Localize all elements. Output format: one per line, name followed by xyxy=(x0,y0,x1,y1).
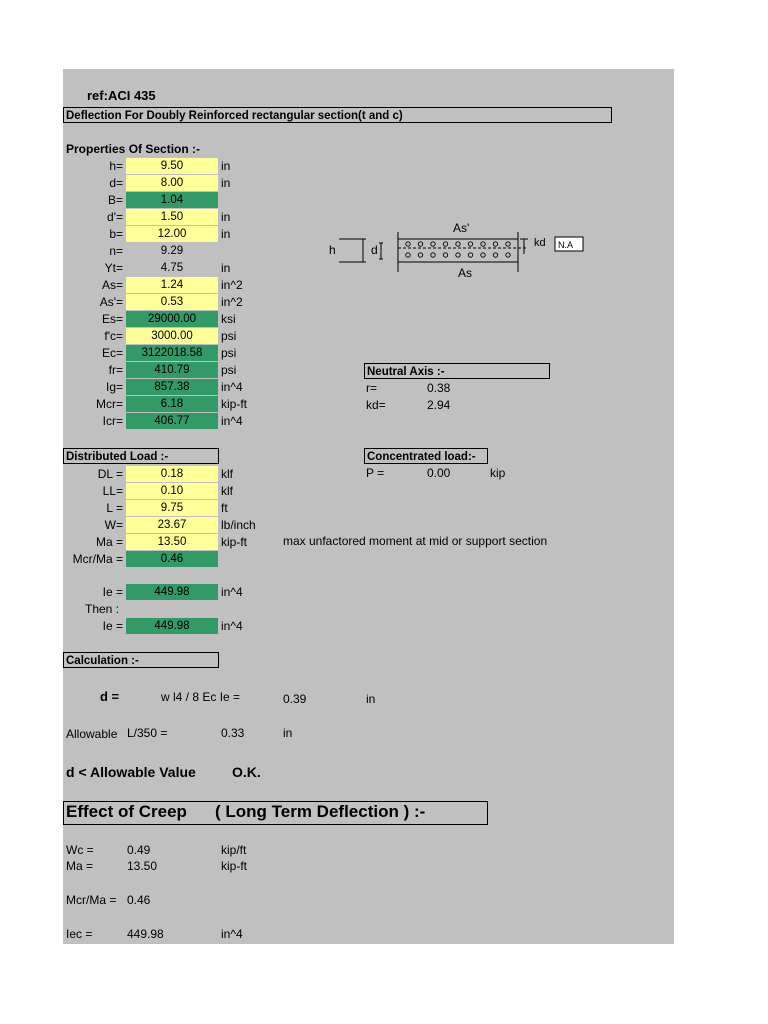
calculation-header: Calculation :- xyxy=(63,652,219,668)
neutral-axis-r-label: r= xyxy=(366,381,378,395)
property-value: 8.00 xyxy=(126,175,218,191)
rebar-circle xyxy=(418,253,422,257)
top-rebar-row xyxy=(406,242,510,246)
ie-final-label: Ie = xyxy=(102,619,123,633)
property-value: 3122018.58 xyxy=(126,345,218,361)
property-label: Ig= xyxy=(105,380,123,394)
creep-label: Wc = xyxy=(66,843,94,857)
ie-final-value: 449.98 xyxy=(126,618,218,634)
load-label: Mcr/Ma = xyxy=(72,552,123,566)
creep-unit: kip/ft xyxy=(221,843,247,857)
creep-value: 13.50 xyxy=(127,859,158,873)
creep-label: Mcr/Ma = xyxy=(66,893,117,907)
property-label: Es= xyxy=(101,312,123,326)
rebar-circle xyxy=(418,242,422,246)
property-unit: kip-ft xyxy=(221,397,248,411)
distributed-load-header: Distributed Load :- xyxy=(63,448,219,464)
ma-note: max unfactored moment at mid or support section xyxy=(283,534,548,548)
property-value: 9.50 xyxy=(126,158,218,174)
rebar-circle xyxy=(506,242,510,246)
check-result: O.K. xyxy=(232,764,261,780)
neutral-axis-header: Neutral Axis :- xyxy=(364,363,550,379)
bottom-rebar-row xyxy=(406,253,510,257)
property-unit: in xyxy=(221,227,231,241)
property-value: 410.79 xyxy=(126,362,218,378)
load-value: 0.46 xyxy=(126,551,218,567)
creep-header-b: ( Long Term Deflection ) :- xyxy=(215,802,426,821)
sheet-title: Deflection For Doubly Reinforced rectangular section(t and c) xyxy=(63,107,612,123)
property-value: 0.53 xyxy=(126,294,218,310)
property-value: 1.50 xyxy=(126,209,218,225)
load-unit: lb/inch xyxy=(221,518,256,532)
diagram-na-label: N.A xyxy=(558,240,574,250)
property-label: d'= xyxy=(107,210,123,224)
creep-value: 0.49 xyxy=(127,843,151,857)
creep-value: 0.46 xyxy=(127,893,151,907)
load-unit: klf xyxy=(221,467,233,481)
property-value: 406.77 xyxy=(126,413,218,429)
ie-unit: in^4 xyxy=(221,585,243,599)
rebar-circle xyxy=(443,242,447,246)
property-unit: in xyxy=(221,176,231,190)
property-label: n= xyxy=(109,244,123,258)
concentrated-p-value: 0.00 xyxy=(427,466,451,480)
creep-label: Iec = xyxy=(66,927,93,941)
property-unit: psi xyxy=(221,363,237,377)
allowable-value: 0.33 xyxy=(221,726,245,740)
allowable-unit: in xyxy=(283,726,293,740)
diagram-as-bottom-label: As xyxy=(458,266,473,280)
property-value: 1.04 xyxy=(126,192,218,208)
property-value: 9.29 xyxy=(160,245,184,257)
rebar-circle xyxy=(493,253,497,257)
rebar-circle xyxy=(431,242,435,246)
load-value: 9.75 xyxy=(126,500,218,516)
allowable-label: Allowable xyxy=(66,727,118,741)
ie-label: Ie = xyxy=(102,585,123,599)
property-unit: psi xyxy=(221,346,237,360)
property-value: 6.18 xyxy=(126,396,218,412)
load-unit: kip-ft xyxy=(221,535,248,549)
property-label: d= xyxy=(109,176,123,190)
property-value: 3000.00 xyxy=(126,328,218,344)
property-unit: in xyxy=(221,159,231,173)
property-label: Yt= xyxy=(104,261,123,275)
deflection-value: 0.39 xyxy=(283,692,307,706)
properties-header: Properties Of Section :- xyxy=(66,142,201,156)
load-value: 0.18 xyxy=(126,466,218,482)
rebar-circle xyxy=(431,253,435,257)
diagram-kd-label: kd xyxy=(534,237,546,249)
property-value: 29000.00 xyxy=(126,311,218,327)
check-text: d < Allowable Value xyxy=(66,764,196,780)
rebar-circle xyxy=(456,253,460,257)
property-label: Mcr= xyxy=(96,397,123,411)
rebar-circle xyxy=(443,253,447,257)
rebar-circle xyxy=(406,242,410,246)
load-unit: klf xyxy=(221,484,233,498)
creep-unit: in^4 xyxy=(221,927,243,941)
creep-label: Ma = xyxy=(66,859,94,873)
concentrated-load-header: Concentrated load:- xyxy=(364,448,488,464)
creep-value: 449.98 xyxy=(127,927,164,941)
section-diagram xyxy=(323,219,613,289)
property-label: Ec= xyxy=(101,346,123,360)
concentrated-p-unit: kip xyxy=(490,466,506,480)
diagram-d-label: d xyxy=(371,243,378,257)
load-label: L = xyxy=(106,501,123,515)
spreadsheet-sheet xyxy=(63,69,674,944)
property-unit: in^2 xyxy=(221,295,243,309)
rebar-circle xyxy=(468,242,472,246)
rebar-circle xyxy=(406,253,410,257)
then-label: Then : xyxy=(85,602,120,616)
neutral-axis-kd-value: 2.94 xyxy=(427,398,451,412)
deflection-unit: in xyxy=(366,692,376,706)
load-label: DL = xyxy=(97,467,123,481)
property-unit: in^4 xyxy=(221,380,243,394)
load-label: W= xyxy=(104,518,123,532)
load-label: LL= xyxy=(102,484,123,498)
rebar-circle xyxy=(481,242,485,246)
neutral-axis-r-value: 0.38 xyxy=(427,381,451,395)
property-label: Icr= xyxy=(102,414,123,428)
load-unit: ft xyxy=(221,501,228,515)
rebar-circle xyxy=(493,242,497,246)
property-unit: in^4 xyxy=(221,414,243,428)
reference-label: ref:ACI 435 xyxy=(87,88,156,103)
property-value: 12.00 xyxy=(126,226,218,242)
neutral-axis-kd-label: kd= xyxy=(366,398,386,412)
rebar-circle xyxy=(456,242,460,246)
diagram-h-label: h xyxy=(329,243,336,257)
load-label: Ma = xyxy=(95,535,123,549)
load-value: 0.10 xyxy=(126,483,218,499)
deflection-label: d = xyxy=(100,689,120,704)
diagram-as-top-label: As' xyxy=(453,221,470,235)
creep-header-a: Effect of Creep xyxy=(66,802,187,821)
property-label: f'c= xyxy=(104,329,123,343)
ie-final-unit: in^4 xyxy=(221,619,243,633)
property-unit: psi xyxy=(221,329,237,343)
property-unit: in^2 xyxy=(221,278,243,292)
load-value: 23.67 xyxy=(126,517,218,533)
rebar-circle xyxy=(468,253,472,257)
beam-section-rect xyxy=(398,239,518,262)
concentrated-p-label: P = xyxy=(366,466,385,480)
property-value: 4.75 xyxy=(160,262,184,274)
load-value: 13.50 xyxy=(126,534,218,550)
rebar-circle xyxy=(506,253,510,257)
property-label: As'= xyxy=(99,295,123,309)
property-label: B= xyxy=(107,193,123,207)
ie-value: 449.98 xyxy=(126,584,218,600)
rebar-circle xyxy=(481,253,485,257)
deflection-formula: w l4 / 8 Ec Ie = xyxy=(161,690,241,704)
allowable-expr: L/350 = xyxy=(127,726,168,740)
property-label: As= xyxy=(101,278,123,292)
property-unit: in xyxy=(221,210,231,224)
property-value: 1.24 xyxy=(126,277,218,293)
property-value: 857.38 xyxy=(126,379,218,395)
property-label: h= xyxy=(109,159,123,173)
property-unit: in xyxy=(221,261,231,275)
property-unit: ksi xyxy=(221,312,236,326)
property-label: b= xyxy=(109,227,123,241)
creep-unit: kip-ft xyxy=(221,859,248,873)
property-label: fr= xyxy=(108,363,123,377)
